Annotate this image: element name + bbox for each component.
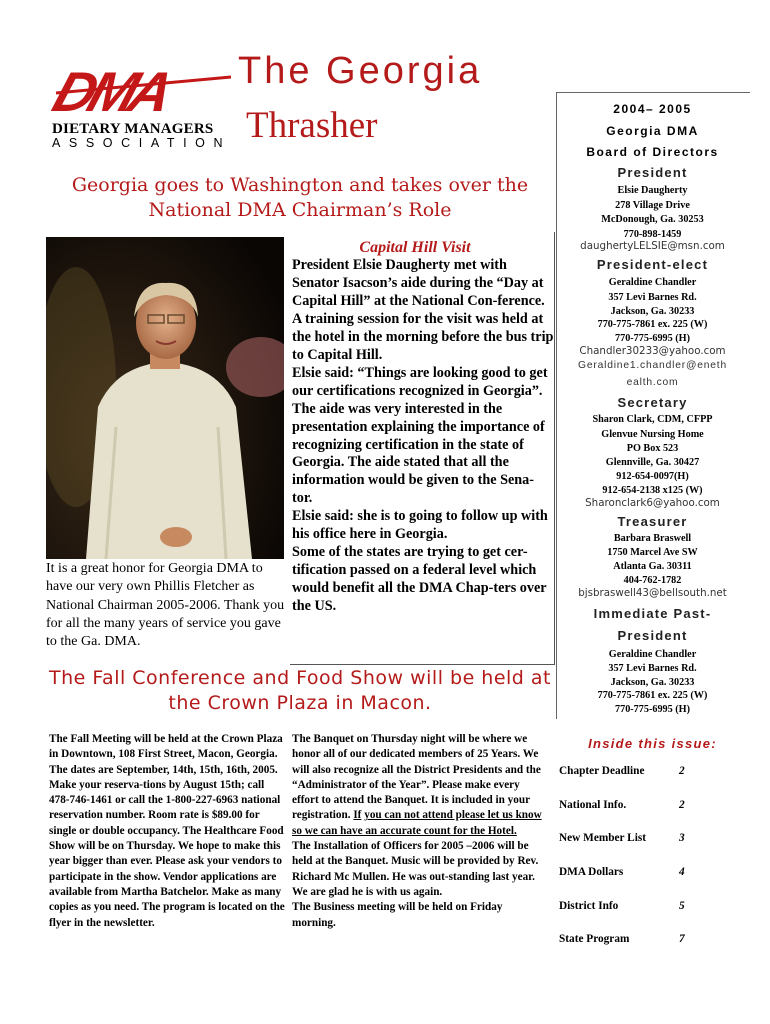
secretary-addr3: Glennville, Ga. 30427 bbox=[605, 457, 700, 468]
president-elect-name: Geraldine Chandler bbox=[608, 277, 697, 288]
logo-name: DIETARY MANAGERS bbox=[52, 121, 214, 137]
logo-association: ASSOCIATION bbox=[52, 136, 232, 150]
president-elect-email2-cont: ealth.com bbox=[626, 377, 679, 388]
toc-item[interactable] bbox=[559, 832, 739, 844]
role-past-president: Immediate Past- bbox=[593, 606, 712, 621]
board-years: 2004– 2005 bbox=[613, 102, 692, 116]
toc-label: National Info. bbox=[559, 799, 627, 811]
headline-fall-conference: The Fall Conference and Food Show will be held at the Crown Plaza in Macon. bbox=[48, 667, 551, 714]
toc-label: Chapter Deadline bbox=[559, 765, 645, 777]
capital-paragraph: Some of the states are trying to get cer-tification passed on a federal level which would benefit all the DMA Chap-ters over the US. bbox=[292, 544, 547, 615]
secretary-name: Sharon Clark, CDM, CFPP bbox=[592, 414, 713, 425]
banquet-text: The Banquet on Thursday night will be where we honor all of our dedicated members of 25 Years. We will also recognize all the District Presidents and the “Administrator of the Year”. Please make every effort to attend the Banquet. It is included in your registration. bbox=[292, 733, 541, 822]
toc-item[interactable] bbox=[559, 799, 739, 811]
toc-page: 7 bbox=[679, 933, 685, 945]
capital-paragraph: The aide was very interested in the presentation explaining the importance of recognizing certification in the state of Georgia. The aide stated that all the information would be given to the Sena-tor. bbox=[292, 400, 545, 507]
president-elect-email1: Chandler30233@yahoo.com bbox=[579, 345, 726, 357]
headline-washington: Georgia goes to Washington and takes over the National DMA Chairman’s Role bbox=[71, 174, 529, 221]
banquet-notice-1: If bbox=[353, 809, 362, 822]
secretary-phone2: 912-654-2138 x125 (W) bbox=[602, 485, 703, 496]
newsletter-title-line1: The Georgia bbox=[238, 50, 483, 92]
president-addr1: 278 Village Drive bbox=[615, 200, 690, 211]
president-elect-phone1: 770-775-7861 ex. 225 (W) bbox=[597, 319, 708, 330]
toc-label: District Info bbox=[559, 900, 619, 912]
svg-text:DMA: DMA bbox=[46, 61, 176, 124]
past-president-name: Geraldine Chandler bbox=[608, 649, 697, 660]
past-president-addr2: Jackson, Ga. 30233 bbox=[610, 677, 695, 688]
banquet-column bbox=[292, 732, 546, 931]
treasurer-name: Barbara Braswell bbox=[613, 533, 692, 544]
toc-page: 2 bbox=[679, 765, 685, 777]
role-president: President bbox=[617, 165, 688, 180]
treasurer-addr2: Atlanta Ga. 30311 bbox=[613, 561, 692, 572]
toc-item[interactable] bbox=[559, 866, 739, 878]
toc-item[interactable] bbox=[559, 765, 739, 777]
role-treasurer: Treasurer bbox=[617, 514, 688, 529]
president-elect-addr2: Jackson, Ga. 30233 bbox=[610, 306, 695, 317]
capital-hill-body bbox=[292, 257, 554, 616]
installation-text: The Installation of Officers for 2005 –2006 will be held at the Banquet. Music will be provided by Rev. Richard Mc Mullen. He was out-standing last year. We are glad he is with us again. bbox=[292, 840, 539, 898]
past-president-phone1: 770-775-7861 ex. 225 (W) bbox=[597, 690, 708, 701]
role-past-president-cont: President bbox=[617, 628, 688, 643]
board-org: Georgia DMA bbox=[606, 124, 699, 138]
role-secretary: Secretary bbox=[617, 395, 688, 410]
toc-page: 4 bbox=[679, 866, 685, 878]
president-addr2: McDonough, Ga. 30253 bbox=[601, 214, 704, 225]
toc-page: 3 bbox=[679, 832, 685, 844]
treasurer-email: bjsbraswell43@bellsouth.net bbox=[578, 587, 727, 599]
capital-paragraph: Elsie said: “Things are looking good to get our certifications recognized in Georgia”. bbox=[292, 364, 548, 399]
president-elect-phone2: 770-775-6995 (H) bbox=[615, 333, 690, 344]
board-heading: Board of Directors bbox=[586, 145, 719, 159]
secretary-addr2: PO Box 523 bbox=[626, 443, 679, 454]
treasurer-phone: 404-762-1782 bbox=[623, 575, 682, 586]
president-name: Elsie Daugherty bbox=[617, 185, 688, 196]
toc-label: State Program bbox=[559, 933, 630, 945]
capital-paragraph: Elsie said: she is to going to follow up with his office here in Georgia. bbox=[292, 508, 548, 543]
secretary-addr1: Glenvue Nursing Home bbox=[601, 429, 704, 440]
president-email: daughertyLELSIE@msn.com bbox=[580, 240, 725, 252]
inside-this-issue-title: Inside this issue: bbox=[588, 736, 717, 751]
secretary-phone1: 912-654-0097(H) bbox=[616, 471, 689, 482]
president-elect-addr1: 357 Levi Barnes Rd. bbox=[608, 292, 697, 303]
capital-paragraph: A training session for the visit was held at the hotel in the morning before the bus trip to Capital Hill. bbox=[292, 310, 554, 363]
photo-elsie-daugherty bbox=[46, 237, 284, 559]
past-president-addr1: 357 Levi Barnes Rd. bbox=[608, 663, 697, 674]
president-phone: 770-898-1459 bbox=[623, 229, 682, 240]
toc-label: DMA Dollars bbox=[559, 866, 624, 878]
capital-paragraph: President Elsie Daugherty met with Senator Isacson’s aide during the “Day at Capital Hill” at the National Con-ference. bbox=[292, 257, 545, 309]
capital-hill-title: Capital Hill Visit bbox=[359, 239, 471, 256]
photo-caption: It is a great honor for Georgia DMA to have our very own Phillis Fletcher as National Chairman 2005-2006. Thank you for all the many years of service you gave to the Ga. DMA. bbox=[46, 561, 285, 650]
banquet-notice-2: you can not attend please let us know so we can have an accurate count for the Hotel. bbox=[292, 809, 542, 837]
toc-item[interactable] bbox=[559, 933, 739, 945]
toc-page: 5 bbox=[679, 900, 685, 912]
past-president-phone2: 770-775-6995 (H) bbox=[615, 704, 690, 715]
secretary-email: Sharonclark6@yahoo.com bbox=[585, 497, 720, 509]
president-elect-email2: Geraldine1.chandler@eneth bbox=[578, 360, 727, 371]
toc-item[interactable] bbox=[559, 900, 739, 912]
fall-meeting-column: The Fall Meeting will be held at the Crown Plaza in Downtown, 108 First Street, Macon, Georgia. The dates are September, 14th, 15th, 16th, 2005. Make your reserva-tions by August 15th; call 478-746-1461 or call the 1-800-227-6963 national reservation number. Room rate is $89.00 for single or double occupancy. The Healthcare Food Show will be on Thursday. We hope to make this year bigger than ever. Please ask your vendors to participate in the show. Vendor applications are available from Martha Batchelor. Make as many copies as you need. The program is located on the flyer in the newsletter. bbox=[49, 733, 285, 929]
newsletter-title-line2: Thrasher bbox=[246, 105, 378, 146]
business-meeting-text: The Business meeting will be held on Friday morning. bbox=[292, 901, 503, 929]
toc-page: 2 bbox=[679, 799, 685, 811]
treasurer-addr1: 1750 Marcel Ave SW bbox=[607, 547, 698, 558]
role-president-elect: President-elect bbox=[596, 257, 709, 272]
toc-label: New Member List bbox=[559, 832, 647, 844]
